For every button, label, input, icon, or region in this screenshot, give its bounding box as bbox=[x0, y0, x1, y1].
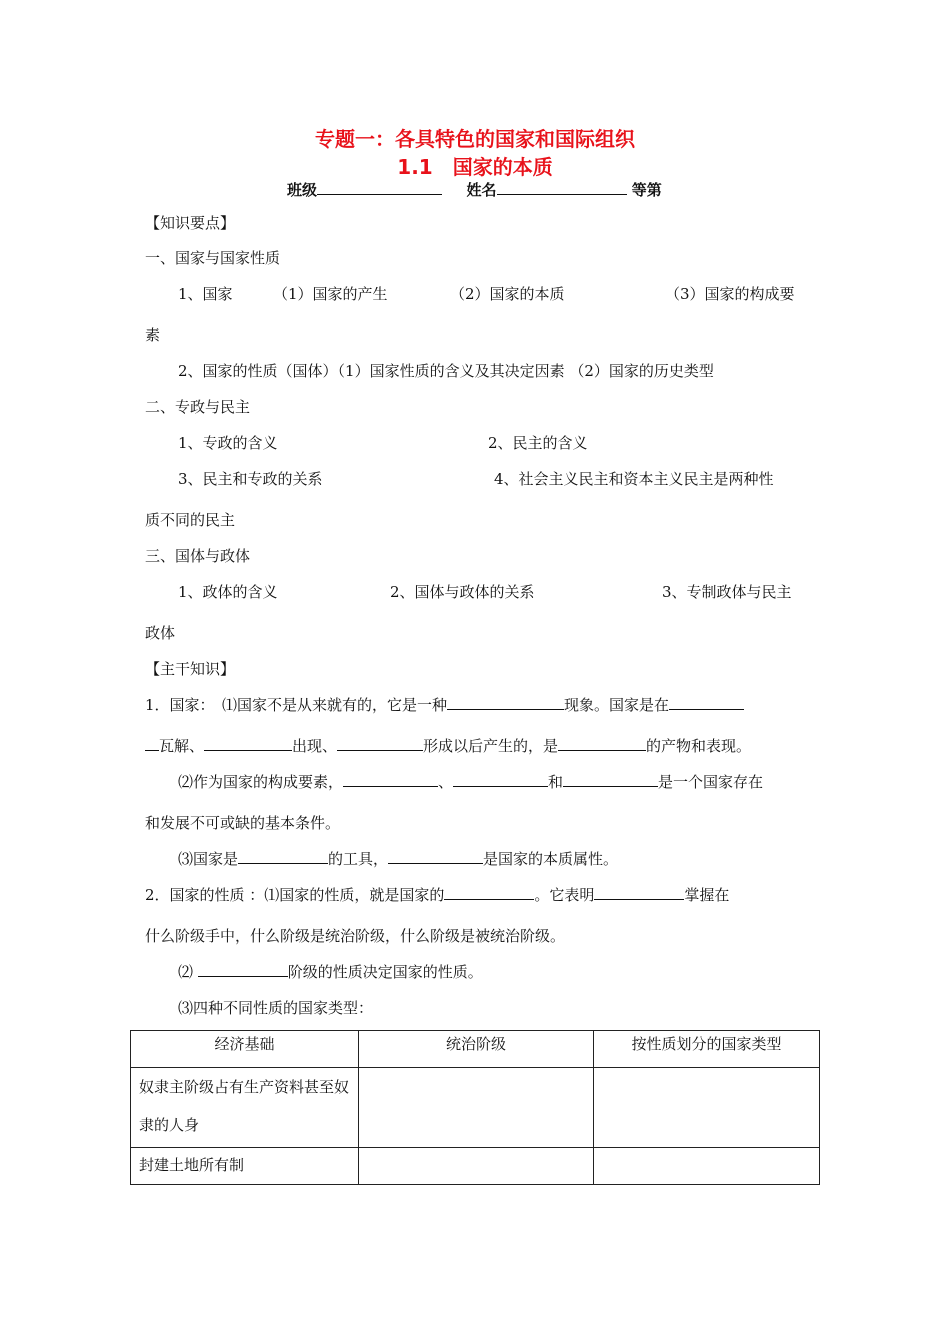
q1-2-line: ⑵作为国家的构成要素， 、 和 是一个国家存在 bbox=[178, 773, 764, 791]
table-header: 统治阶级 bbox=[359, 1031, 594, 1068]
q2-2-blank[interactable] bbox=[198, 962, 288, 977]
table-cell[interactable] bbox=[359, 1068, 594, 1148]
s3-item2: 2、国体与政体的关系 bbox=[390, 583, 535, 601]
table-cell[interactable] bbox=[594, 1148, 820, 1185]
s2-item2: 2、民主的含义 bbox=[488, 434, 588, 452]
s1-item1b: （2）国家的本质 bbox=[450, 285, 565, 303]
s1-item1c-cont: 素 bbox=[145, 326, 161, 344]
page-title: 专题一：各具特色的国家和国际组织 bbox=[315, 127, 635, 151]
class-field[interactable] bbox=[317, 180, 442, 195]
q2-line1: 2．国家的性质 ：⑴国家的性质，就是国家的 。它表明 掌握在 bbox=[145, 886, 730, 904]
s1-item2: 2、国家的性质（国体）（1）国家性质的含义及其决定因素 （2）国家的历史类型 bbox=[178, 362, 714, 380]
q1-blank-3[interactable] bbox=[204, 736, 292, 751]
table-header-row bbox=[131, 1031, 820, 1068]
table-row bbox=[131, 1068, 820, 1148]
q1-blank-2[interactable] bbox=[669, 695, 744, 710]
table-cell[interactable] bbox=[594, 1068, 820, 1148]
page-subtitle: 1.1 国家的本质 bbox=[397, 155, 553, 179]
q1-3-line: ⑶国家是 的工具， 是国家的本质属性。 bbox=[178, 850, 619, 868]
section-3-title: 三、国体与政体 bbox=[145, 547, 251, 565]
name-field[interactable] bbox=[497, 180, 627, 195]
section-2-title: 二、专政与民主 bbox=[145, 398, 251, 416]
s2-item4-cont: 质不同的民主 bbox=[145, 511, 236, 529]
q2-blank-1[interactable] bbox=[444, 885, 534, 900]
table-row bbox=[131, 1148, 820, 1185]
s2-item3: 3、民主和专政的关系 bbox=[178, 470, 323, 488]
s2-item1: 1、专政的含义 bbox=[178, 434, 278, 452]
s1-item1a: （1）国家的产生 bbox=[273, 285, 388, 303]
q1-3-blank-1[interactable] bbox=[238, 849, 328, 864]
q1-2-blank-3[interactable] bbox=[563, 772, 658, 787]
q1-blank-1[interactable] bbox=[447, 695, 564, 710]
s2-item4: 4、社会主义民主和资本主义民主是两种性 bbox=[494, 470, 774, 488]
table-header: 经济基础 bbox=[131, 1031, 359, 1068]
class-label: 班级 bbox=[287, 181, 318, 199]
q1-blank-4[interactable] bbox=[337, 736, 423, 751]
section-heading-knowledge: 【知识要点】 bbox=[145, 214, 236, 232]
state-types-table bbox=[130, 1030, 820, 1185]
q2-3-line: ⑶四种不同性质的国家类型： bbox=[178, 999, 374, 1017]
q1-2-blank-1[interactable] bbox=[343, 772, 438, 787]
s3-item3: 3、专制政体与民主 bbox=[662, 583, 792, 601]
name-label: 姓名 bbox=[466, 181, 497, 199]
table-cell: 封建土地所有制 bbox=[131, 1148, 359, 1185]
student-info-line bbox=[287, 179, 662, 200]
table-header: 按性质划分的国家类型 bbox=[594, 1031, 820, 1068]
q1-2-blank-2[interactable] bbox=[453, 772, 548, 787]
q1-3-blank-2[interactable] bbox=[388, 849, 483, 864]
section-1-title: 一、国家与国家性质 bbox=[145, 249, 281, 267]
q1-2-cont: 和发展不可或缺的基本条件。 bbox=[145, 814, 341, 832]
s1-item1: 1、国家 bbox=[178, 285, 233, 303]
s3-item1: 1、政体的含义 bbox=[178, 583, 278, 601]
q2-2-line: ⑵ 阶级的性质决定国家的性质。 bbox=[178, 963, 483, 981]
q1-line1: 1．国家： ⑴国家不是从来就有的，它是一种 现象。国家是在 bbox=[145, 694, 744, 715]
q1-line2: 瓦解、 出现、 形成以后产生的，是 的产物和表现。 bbox=[145, 735, 751, 756]
table-cell: 奴隶主阶级占有生产资料甚至奴隶的人身 bbox=[131, 1068, 359, 1148]
rank-label: 等第 bbox=[631, 181, 662, 199]
q2-line2: 什么阶级手中，什么阶级是统治阶级，什么阶级是被统治阶级。 bbox=[145, 927, 566, 945]
s3-item3-cont: 政体 bbox=[145, 624, 176, 642]
q1-blank-5[interactable] bbox=[558, 736, 646, 751]
q2-blank-2[interactable] bbox=[594, 885, 684, 900]
q1-blank-2-cont[interactable] bbox=[145, 736, 159, 751]
section-heading-main: 【主干知识】 bbox=[145, 660, 236, 678]
table-cell[interactable] bbox=[359, 1148, 594, 1185]
s1-item1c: （3）国家的构成要 bbox=[665, 285, 795, 303]
